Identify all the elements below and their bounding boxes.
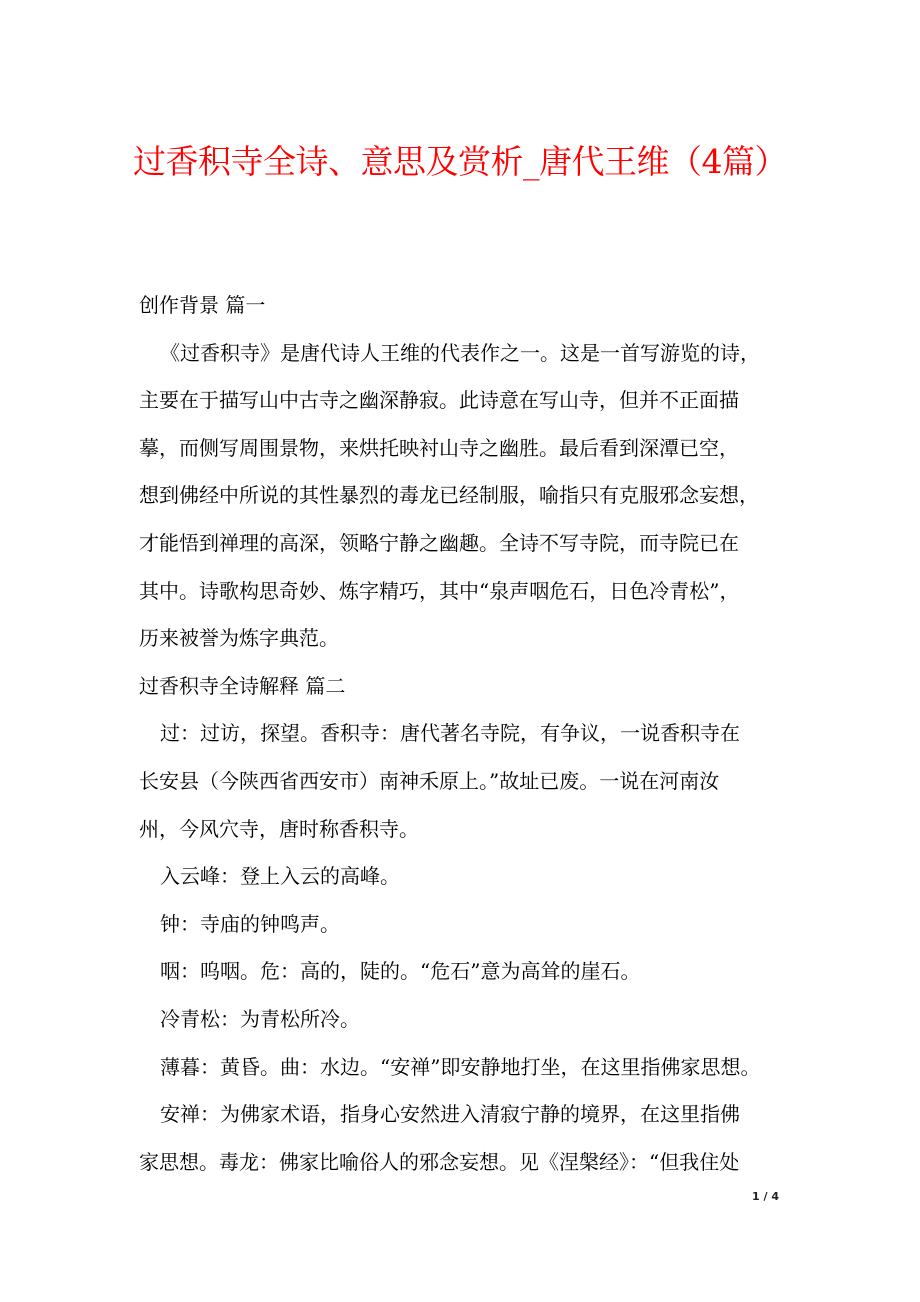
paragraph-line: 才能悟到禅理的高深，领略宁静之幽趣。全诗不写寺院，而寺院已在 bbox=[139, 530, 739, 555]
section-heading-1: 创作背景 篇一 bbox=[139, 293, 266, 317]
paragraph-line: 钟：寺庙的钟鸣声。 bbox=[160, 911, 340, 936]
paragraph-line: 冷青松：为青松所冷。 bbox=[160, 1006, 360, 1031]
paragraph-line: 摹，而侧写周围景物，来烘托映衬山寺之幽胜。最后看到深潭已空， bbox=[139, 435, 739, 460]
paragraph-line: 家思想。毒龙：佛家比喻俗人的邪念妄想。见《涅槃经》：“但我住处 bbox=[139, 1149, 740, 1174]
page-indicator: 1 / 4 bbox=[752, 1190, 779, 1203]
paragraph-line: 薄暮：黄昏。曲：水边。“安禅”即安静地打坐，在这里指佛家思想。 bbox=[160, 1054, 761, 1079]
paragraph-line: 其中。诗歌构思奇妙、炼字精巧，其中“泉声咽危石，日色冷青松”， bbox=[139, 578, 740, 603]
document-title: 过香积寺全诗、意思及赏析_唐代王维（4篇） bbox=[133, 142, 787, 181]
paragraph-line: 州，今风穴寺，唐时称香积寺。 bbox=[139, 816, 419, 841]
document-body bbox=[139, 282, 784, 1186]
paragraph-line: 主要在于描写山中古寺之幽深静寂。此诗意在写山寺，但并不正面描 bbox=[139, 388, 739, 413]
paragraph-line: 《过香积寺》是唐代诗人王维的代表作之一。这是一首写游览的诗， bbox=[160, 340, 760, 365]
paragraph-line: 安禅：为佛家术语，指身心安然进入清寂宁静的境界，在这里指佛 bbox=[160, 1102, 740, 1127]
paragraph-line: 想到佛经中所说的其性暴烈的毒龙已经制服，喻指只有克服邪念妄想， bbox=[139, 483, 759, 508]
paragraph-line: 咽：呜咽。危：高的，陡的。“危石”意为高耸的崖石。 bbox=[160, 959, 641, 984]
paragraph-line: 过：过访，探望。香积寺：唐代著名寺院，有争议，一说香积寺在 bbox=[160, 721, 740, 746]
paragraph-line: 历来被誉为炼字典范。 bbox=[139, 626, 339, 651]
section-heading-2: 过香积寺全诗解释 篇二 bbox=[139, 673, 346, 698]
paragraph-line: 长安县（今陕西省西安市）南神禾原上。”故址已废。一说在河南汝 bbox=[139, 768, 720, 793]
paragraph-line: 入云峰：登上入云的高峰。 bbox=[160, 864, 400, 889]
